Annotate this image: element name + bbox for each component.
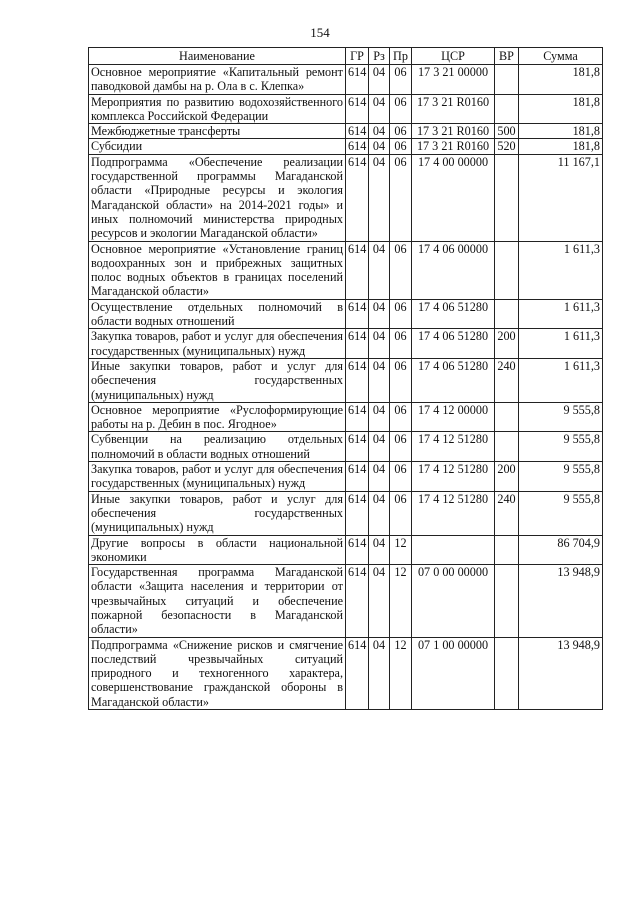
cell-pr: 06 <box>390 358 412 402</box>
cell-rz: 04 <box>369 358 390 402</box>
cell-vr <box>495 565 519 637</box>
cell-csr: 17 3 21 R0160 <box>412 94 495 124</box>
cell-csr <box>412 535 495 565</box>
cell-vr <box>495 535 519 565</box>
table-row <box>89 565 603 637</box>
cell-csr: 17 3 21 R0160 <box>412 124 495 139</box>
cell-csr: 17 4 06 51280 <box>412 329 495 359</box>
cell-gr: 614 <box>346 241 369 299</box>
cell-pr: 06 <box>390 329 412 359</box>
cell-name: Иные закупки товаров, работ и услуг для обеспечения государственных (муниципальных) нужд <box>89 491 346 535</box>
cell-rz: 04 <box>369 432 390 462</box>
table-row <box>89 358 603 402</box>
cell-rz: 04 <box>369 535 390 565</box>
cell-pr: 06 <box>390 462 412 492</box>
cell-sum: 1 611,3 <box>519 299 603 329</box>
cell-name: Другие вопросы в области национальной экономики <box>89 535 346 565</box>
column-header-name: Наименование <box>89 48 346 65</box>
cell-sum: 13 948,9 <box>519 637 603 709</box>
cell-sum: 9 555,8 <box>519 462 603 492</box>
cell-rz: 04 <box>369 637 390 709</box>
cell-csr: 17 4 06 00000 <box>412 241 495 299</box>
cell-csr: 17 4 12 00000 <box>412 402 495 432</box>
column-header-sum: Сумма <box>519 48 603 65</box>
table-row <box>89 65 603 95</box>
table-row <box>89 402 603 432</box>
table-row <box>89 491 603 535</box>
cell-pr: 06 <box>390 402 412 432</box>
cell-name: Закупка товаров, работ и услуг для обеспечения государственных (муниципальных) нужд <box>89 462 346 492</box>
cell-csr: 17 4 12 51280 <box>412 432 495 462</box>
cell-gr: 614 <box>346 565 369 637</box>
cell-csr: 17 4 12 51280 <box>412 491 495 535</box>
cell-name: Иные закупки товаров, работ и услуг для обеспечения государственных (муниципальных) нужд <box>89 358 346 402</box>
cell-sum: 13 948,9 <box>519 565 603 637</box>
column-header-vr: ВР <box>495 48 519 65</box>
cell-vr: 240 <box>495 358 519 402</box>
cell-sum: 1 611,3 <box>519 329 603 359</box>
cell-rz: 04 <box>369 402 390 432</box>
cell-gr: 614 <box>346 154 369 241</box>
cell-vr: 500 <box>495 124 519 139</box>
table-row <box>89 139 603 154</box>
cell-name: Межбюджетные трансферты <box>89 124 346 139</box>
cell-gr: 614 <box>346 94 369 124</box>
cell-rz: 04 <box>369 462 390 492</box>
cell-sum: 86 704,9 <box>519 535 603 565</box>
cell-sum: 181,8 <box>519 124 603 139</box>
cell-csr: 17 4 06 51280 <box>412 299 495 329</box>
cell-vr <box>495 241 519 299</box>
cell-gr: 614 <box>346 65 369 95</box>
cell-sum: 9 555,8 <box>519 432 603 462</box>
cell-pr: 12 <box>390 535 412 565</box>
cell-gr: 614 <box>346 299 369 329</box>
cell-sum: 181,8 <box>519 65 603 95</box>
column-header-csr: ЦСР <box>412 48 495 65</box>
cell-gr: 614 <box>346 358 369 402</box>
cell-rz: 04 <box>369 65 390 95</box>
cell-name: Закупка товаров, работ и услуг для обеспечения государственных (муниципальных) нужд <box>89 329 346 359</box>
table-header-row <box>89 48 603 65</box>
cell-csr: 17 3 21 00000 <box>412 65 495 95</box>
cell-sum: 9 555,8 <box>519 402 603 432</box>
cell-csr: 17 4 06 51280 <box>412 358 495 402</box>
cell-pr: 06 <box>390 491 412 535</box>
cell-sum: 181,8 <box>519 94 603 124</box>
cell-name: Подпрограмма «Снижение рисков и смягчение последствий чрезвычайных ситуаций природного и техногенного характера, совершенствование гражданской обороны в Магаданской области» <box>89 637 346 709</box>
cell-vr <box>495 432 519 462</box>
cell-name: Основное мероприятие «Руслоформирующие работы на р. Дебин в пос. Ягодное» <box>89 402 346 432</box>
table-row <box>89 124 603 139</box>
cell-rz: 04 <box>369 241 390 299</box>
cell-pr: 06 <box>390 139 412 154</box>
table-row <box>89 432 603 462</box>
cell-sum: 9 555,8 <box>519 491 603 535</box>
cell-vr <box>495 637 519 709</box>
cell-vr <box>495 402 519 432</box>
cell-rz: 04 <box>369 299 390 329</box>
cell-pr: 06 <box>390 124 412 139</box>
column-header-gr: ГР <box>346 48 369 65</box>
table-row <box>89 154 603 241</box>
cell-csr: 07 1 00 00000 <box>412 637 495 709</box>
cell-rz: 04 <box>369 139 390 154</box>
cell-vr <box>495 65 519 95</box>
budget-table <box>88 47 603 710</box>
cell-name: Подпрограмма «Обеспечение реализации государственной программы Магаданской области «Природные ресурсы и экология Магаданской области» на 2014-2021 годы» и иных полномочий министерства природных ресурсов и экологии Магаданской области» <box>89 154 346 241</box>
cell-csr: 17 4 00 00000 <box>412 154 495 241</box>
cell-name: Мероприятия по развитию водохозяйственного комплекса Российской Федерации <box>89 94 346 124</box>
cell-vr: 200 <box>495 329 519 359</box>
cell-csr: 17 3 21 R0160 <box>412 139 495 154</box>
table-row <box>89 329 603 359</box>
cell-gr: 614 <box>346 139 369 154</box>
cell-name: Субсидии <box>89 139 346 154</box>
cell-pr: 12 <box>390 565 412 637</box>
cell-vr <box>495 154 519 241</box>
cell-pr: 06 <box>390 94 412 124</box>
cell-vr: 520 <box>495 139 519 154</box>
cell-name: Основное мероприятие «Капитальный ремонт паводковой дамбы на р. Ола в с. Клепка» <box>89 65 346 95</box>
cell-pr: 06 <box>390 65 412 95</box>
cell-csr: 17 4 12 51280 <box>412 462 495 492</box>
cell-sum: 1 611,3 <box>519 241 603 299</box>
cell-vr: 240 <box>495 491 519 535</box>
cell-name: Осуществление отдельных полномочий в области водных отношений <box>89 299 346 329</box>
cell-name: Основное мероприятие «Установление границ водоохранных зон и прибрежных защитных полос водных объектов в границах поселений Магаданской области» <box>89 241 346 299</box>
cell-pr: 06 <box>390 241 412 299</box>
cell-sum: 181,8 <box>519 139 603 154</box>
cell-gr: 614 <box>346 462 369 492</box>
cell-sum: 11 167,1 <box>519 154 603 241</box>
cell-rz: 04 <box>369 124 390 139</box>
cell-pr: 12 <box>390 637 412 709</box>
table-row <box>89 299 603 329</box>
cell-pr: 06 <box>390 432 412 462</box>
cell-rz: 04 <box>369 154 390 241</box>
column-header-pr: Пр <box>390 48 412 65</box>
table-row <box>89 94 603 124</box>
cell-sum: 1 611,3 <box>519 358 603 402</box>
cell-rz: 04 <box>369 565 390 637</box>
column-header-rz: Рз <box>369 48 390 65</box>
cell-vr: 200 <box>495 462 519 492</box>
cell-csr: 07 0 00 00000 <box>412 565 495 637</box>
cell-gr: 614 <box>346 402 369 432</box>
table-row <box>89 241 603 299</box>
cell-rz: 04 <box>369 491 390 535</box>
cell-vr <box>495 94 519 124</box>
cell-rz: 04 <box>369 329 390 359</box>
cell-gr: 614 <box>346 432 369 462</box>
cell-gr: 614 <box>346 637 369 709</box>
cell-gr: 614 <box>346 491 369 535</box>
cell-pr: 06 <box>390 154 412 241</box>
cell-gr: 614 <box>346 329 369 359</box>
page-number: 154 <box>310 25 330 40</box>
cell-pr: 06 <box>390 299 412 329</box>
table-row <box>89 535 603 565</box>
cell-vr <box>495 299 519 329</box>
table-row <box>89 637 603 709</box>
table-body <box>89 65 603 710</box>
cell-gr: 614 <box>346 124 369 139</box>
cell-rz: 04 <box>369 94 390 124</box>
cell-name: Государственная программа Магаданской области «Защита населения и территории от чрезвычайных ситуаций и обеспечение пожарной безопасности в Магаданской области» <box>89 565 346 637</box>
cell-gr: 614 <box>346 535 369 565</box>
table-row <box>89 462 603 492</box>
cell-name: Субвенции на реализацию отдельных полномочий в области водных отношений <box>89 432 346 462</box>
